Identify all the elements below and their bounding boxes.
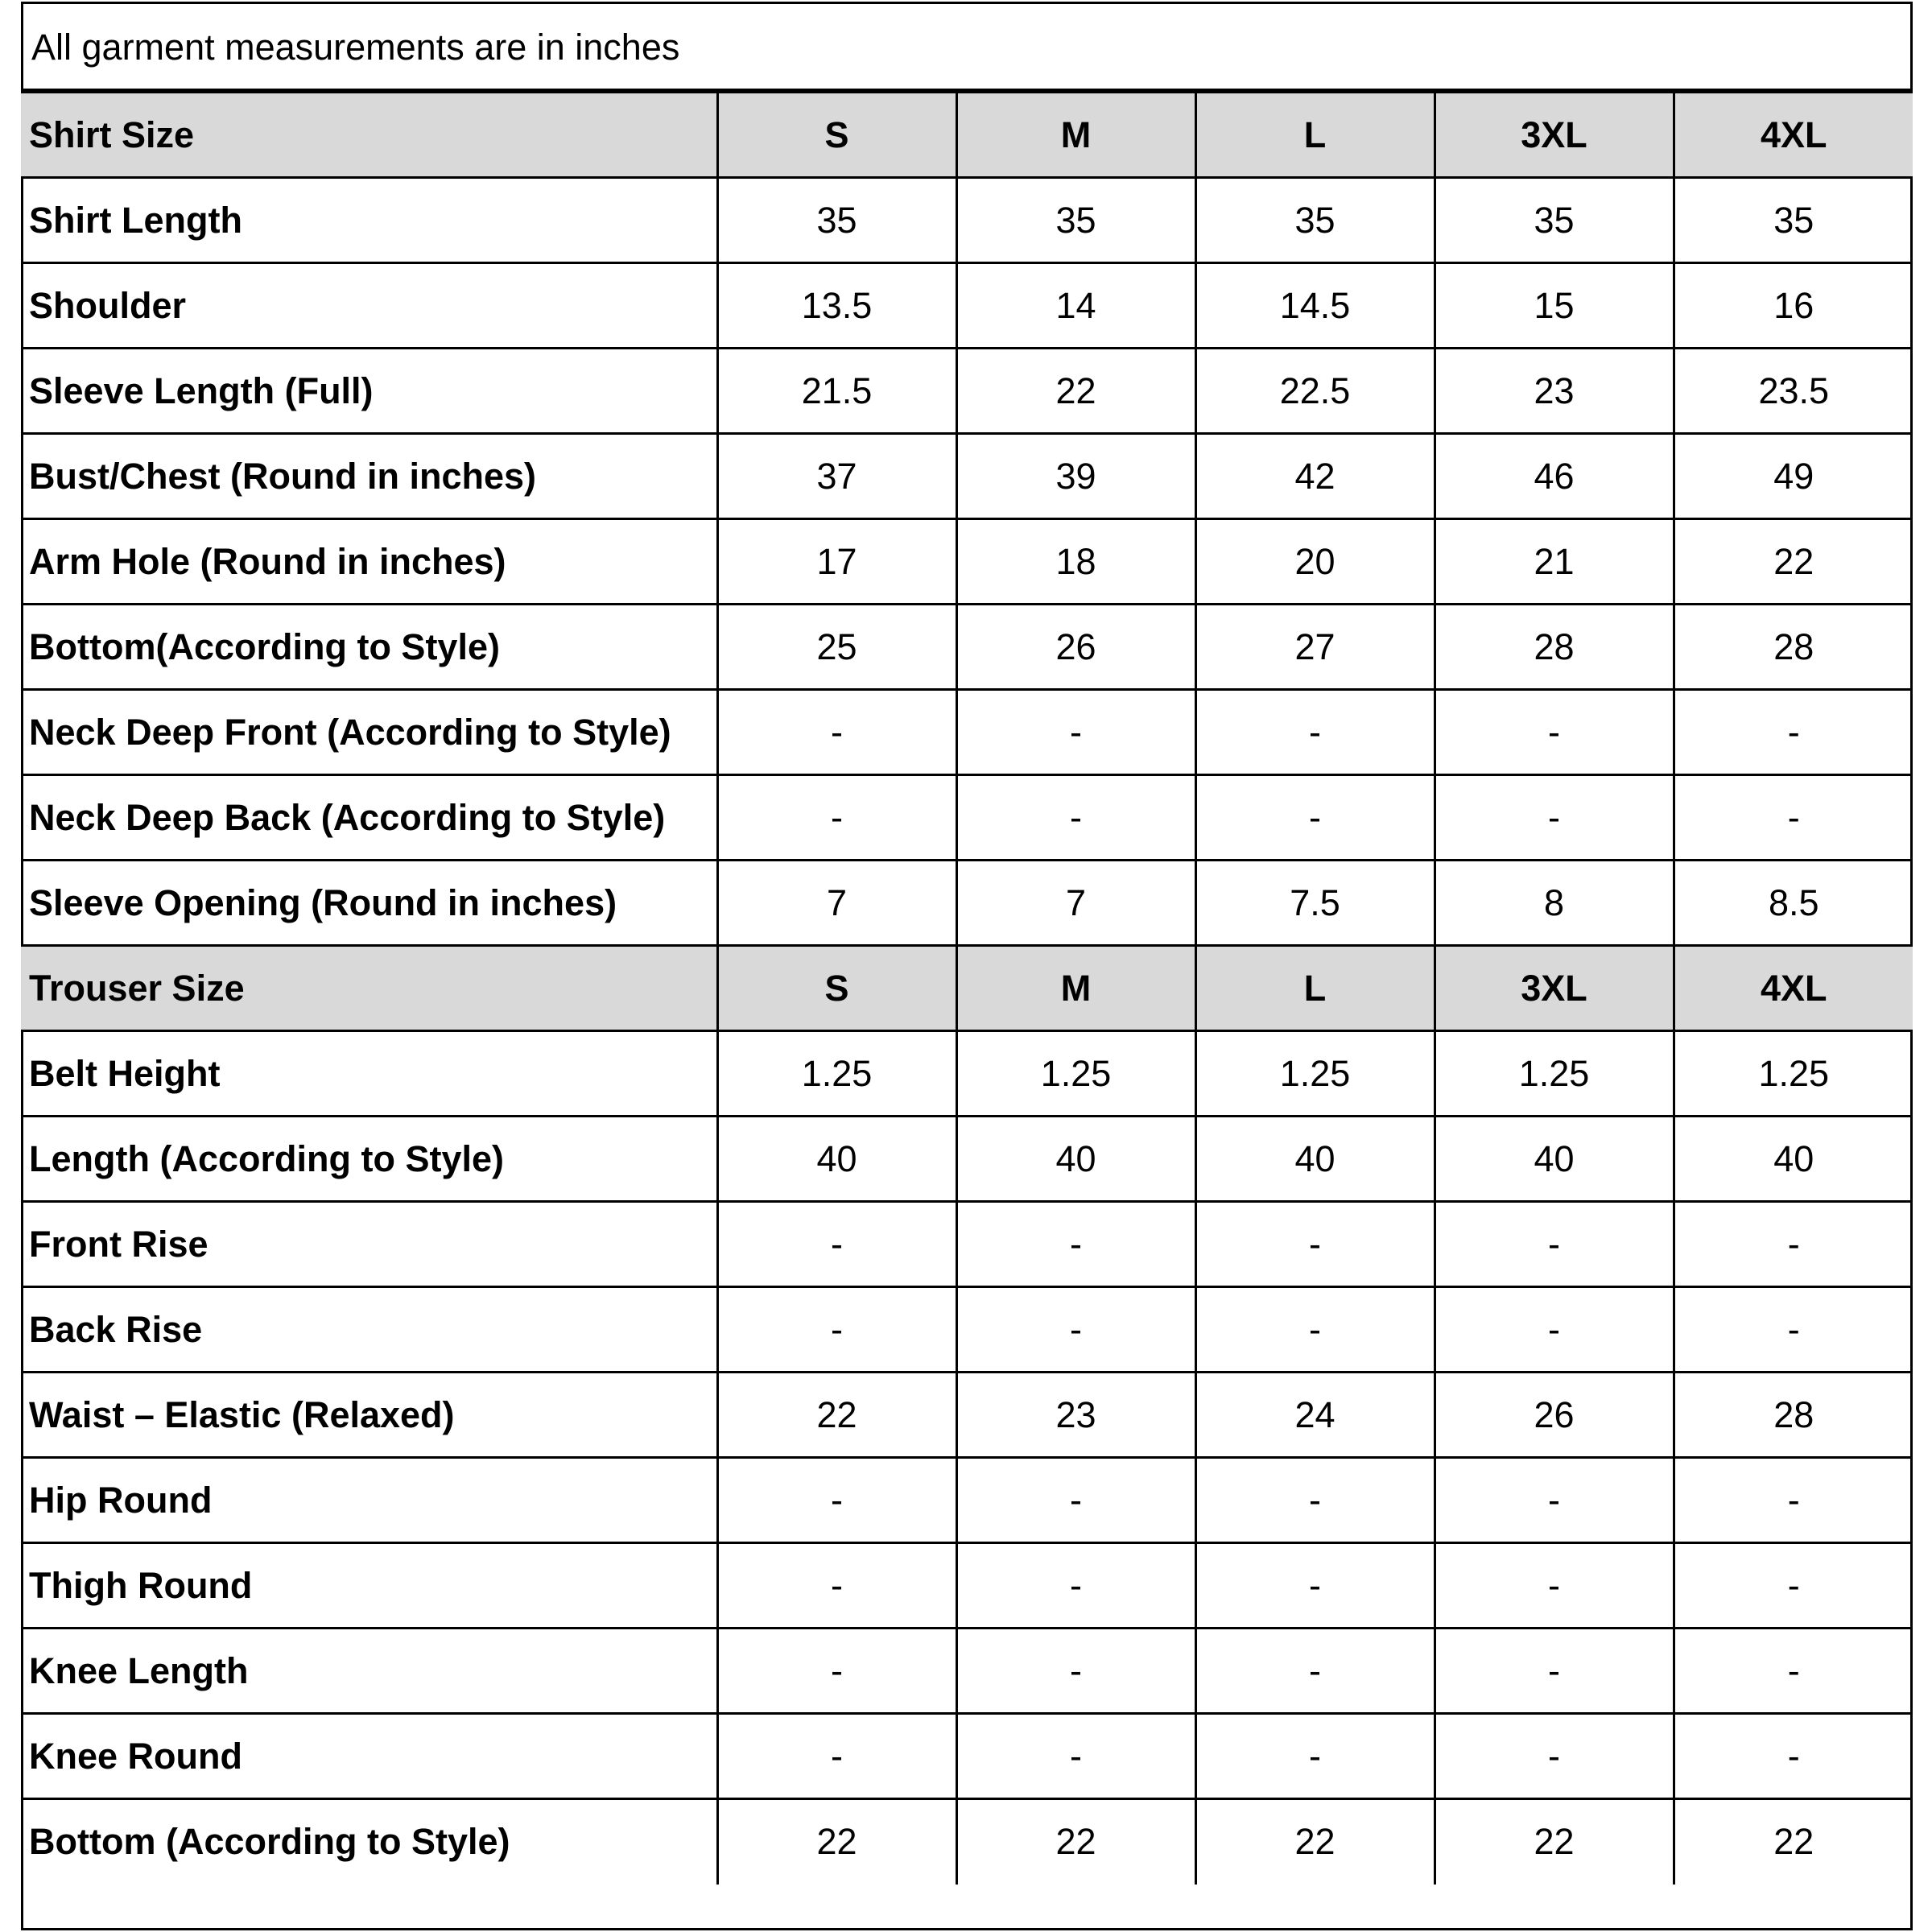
shirt-table-row	[21, 775, 1913, 861]
measurement-value: 26	[1435, 1373, 1674, 1458]
measurement-value: 39	[956, 434, 1195, 519]
measurement-label: Knee Round	[21, 1714, 717, 1799]
measurement-value: 13.5	[717, 263, 956, 349]
measurement-value: 8.5	[1674, 861, 1913, 946]
shirt-table-row	[21, 519, 1913, 605]
measurement-value: -	[1674, 1543, 1913, 1629]
measurement-value: -	[1674, 690, 1913, 775]
measurement-value: 22	[1195, 1799, 1435, 1885]
measurement-value: 1.25	[1435, 1031, 1674, 1117]
measurement-value: 17	[717, 519, 956, 605]
section-header-label: Trouser Size	[21, 946, 717, 1031]
shirt-table-row	[21, 605, 1913, 690]
measurement-value: -	[1195, 1202, 1435, 1287]
measurement-value: -	[1435, 1458, 1674, 1543]
measurement-value: 1.25	[717, 1031, 956, 1117]
size-column-header: 3XL	[1435, 946, 1674, 1031]
trouser-table-row	[21, 1629, 1913, 1714]
measurement-value: -	[1195, 1629, 1435, 1714]
measurement-label: Thigh Round	[21, 1543, 717, 1629]
measurement-value: 35	[1674, 178, 1913, 263]
measurement-value: -	[717, 1202, 956, 1287]
measurement-value: -	[1435, 690, 1674, 775]
measurement-value: 35	[1435, 178, 1674, 263]
measurement-value: 28	[1674, 1373, 1913, 1458]
shirt-table-row	[21, 690, 1913, 775]
measurement-label: Knee Length	[21, 1629, 717, 1714]
measurement-value: -	[956, 1202, 1195, 1287]
measurement-value: 23.5	[1674, 349, 1913, 434]
measurement-value: -	[1674, 1714, 1913, 1799]
size-column-header: S	[717, 93, 956, 178]
measurement-label: Belt Height	[21, 1031, 717, 1117]
shirt-header-row	[21, 93, 1913, 178]
measurement-value: 22	[1435, 1799, 1674, 1885]
size-column-header: M	[956, 946, 1195, 1031]
measurement-value: 22	[1674, 519, 1913, 605]
measurement-value: 21.5	[717, 349, 956, 434]
measurement-value: -	[717, 1458, 956, 1543]
trouser-header-row	[21, 946, 1913, 1031]
measurement-value: -	[1195, 1458, 1435, 1543]
measurement-value: 42	[1195, 434, 1435, 519]
measurement-value: 35	[717, 178, 956, 263]
measurement-label: Arm Hole (Round in inches)	[21, 519, 717, 605]
shirt-table-row	[21, 349, 1913, 434]
measurement-value: 35	[956, 178, 1195, 263]
measurement-label: Hip Round	[21, 1458, 717, 1543]
measurement-value: -	[956, 1458, 1195, 1543]
measurement-value: 40	[956, 1117, 1195, 1202]
measurement-label: Shoulder	[21, 263, 717, 349]
measurement-value: 24	[1195, 1373, 1435, 1458]
measurement-value: -	[956, 1543, 1195, 1629]
trouser-table-row	[21, 1458, 1913, 1543]
measurement-value: -	[1435, 1714, 1674, 1799]
measurement-value: -	[956, 1714, 1195, 1799]
trouser-table-row	[21, 1799, 1913, 1885]
measurement-value: 16	[1674, 263, 1913, 349]
measurement-value: -	[1195, 1543, 1435, 1629]
measurement-value: 20	[1195, 519, 1435, 605]
measurement-value: -	[956, 690, 1195, 775]
measurement-value: -	[1195, 1287, 1435, 1373]
measurement-value: -	[956, 1629, 1195, 1714]
measurement-value: -	[1435, 1202, 1674, 1287]
size-chart	[21, 2, 1913, 1930]
size-column-header: S	[717, 946, 956, 1031]
measurement-value: 46	[1435, 434, 1674, 519]
measurement-value: 1.25	[1674, 1031, 1913, 1117]
measurement-value: 1.25	[1195, 1031, 1435, 1117]
trouser-table-row	[21, 1373, 1913, 1458]
measurement-value: 15	[1435, 263, 1674, 349]
measurement-value: 37	[717, 434, 956, 519]
measurement-value: -	[1435, 1629, 1674, 1714]
measurement-label: Front Rise	[21, 1202, 717, 1287]
measurement-value: 25	[717, 605, 956, 690]
measurement-value: -	[956, 1287, 1195, 1373]
measurement-value: -	[1674, 1629, 1913, 1714]
measurement-label: Bottom (According to Style)	[21, 1799, 717, 1885]
shirt-table-row	[21, 434, 1913, 519]
size-table	[21, 91, 1913, 1885]
measurement-value: -	[1195, 690, 1435, 775]
measurement-value: -	[1435, 1543, 1674, 1629]
size-table-body	[21, 93, 1913, 1885]
measurement-value: -	[1195, 775, 1435, 861]
measurement-note: All garment measurements are in inches	[23, 4, 1910, 91]
measurement-value: 7	[717, 861, 956, 946]
measurement-value: 49	[1674, 434, 1913, 519]
measurement-label: Bust/Chest (Round in inches)	[21, 434, 717, 519]
size-column-header: M	[956, 93, 1195, 178]
measurement-label: Shirt Length	[21, 178, 717, 263]
trouser-table-row	[21, 1714, 1913, 1799]
measurement-value: 22	[717, 1799, 956, 1885]
measurement-value: -	[1435, 1287, 1674, 1373]
size-column-header: L	[1195, 946, 1435, 1031]
measurement-value: 27	[1195, 605, 1435, 690]
measurement-value: -	[717, 1287, 956, 1373]
measurement-value: -	[717, 775, 956, 861]
size-column-header: 4XL	[1674, 93, 1913, 178]
measurement-value: -	[717, 690, 956, 775]
measurement-value: 14.5	[1195, 263, 1435, 349]
trouser-table-row	[21, 1117, 1913, 1202]
measurement-value: 7	[956, 861, 1195, 946]
measurement-label: Sleeve Opening (Round in inches)	[21, 861, 717, 946]
measurement-value: 22	[956, 349, 1195, 434]
measurement-label: Length (According to Style)	[21, 1117, 717, 1202]
measurement-label: Sleeve Length (Full)	[21, 349, 717, 434]
measurement-label: Waist – Elastic (Relaxed)	[21, 1373, 717, 1458]
measurement-label: Bottom(According to Style)	[21, 605, 717, 690]
trouser-table-row	[21, 1543, 1913, 1629]
measurement-value: 22	[956, 1799, 1195, 1885]
measurement-value: -	[1674, 1458, 1913, 1543]
measurement-value: 14	[956, 263, 1195, 349]
size-column-header: 3XL	[1435, 93, 1674, 178]
measurement-value: 40	[1195, 1117, 1435, 1202]
measurement-value: 22	[717, 1373, 956, 1458]
trouser-table-row	[21, 1202, 1913, 1287]
measurement-value: 23	[1435, 349, 1674, 434]
measurement-value: 40	[1435, 1117, 1674, 1202]
measurement-value: -	[717, 1543, 956, 1629]
size-column-header: L	[1195, 93, 1435, 178]
measurement-value: -	[1435, 775, 1674, 861]
measurement-value: -	[1674, 775, 1913, 861]
measurement-value: 18	[956, 519, 1195, 605]
measurement-value: -	[1674, 1202, 1913, 1287]
size-column-header: 4XL	[1674, 946, 1913, 1031]
section-header-label: Shirt Size	[21, 93, 717, 178]
shirt-table-row	[21, 861, 1913, 946]
measurement-value: 26	[956, 605, 1195, 690]
measurement-value: 28	[1674, 605, 1913, 690]
measurement-value: 22	[1674, 1799, 1913, 1885]
measurement-value: -	[717, 1714, 956, 1799]
measurement-value: 8	[1435, 861, 1674, 946]
measurement-label: Neck Deep Front (According to Style)	[21, 690, 717, 775]
measurement-value: 21	[1435, 519, 1674, 605]
measurement-value: -	[1195, 1714, 1435, 1799]
measurement-value: -	[956, 775, 1195, 861]
trouser-table-row	[21, 1031, 1913, 1117]
measurement-label: Back Rise	[21, 1287, 717, 1373]
measurement-value: -	[717, 1629, 956, 1714]
measurement-value: 1.25	[956, 1031, 1195, 1117]
shirt-table-row	[21, 263, 1913, 349]
trouser-table-row	[21, 1287, 1913, 1373]
measurement-value: 40	[1674, 1117, 1913, 1202]
measurement-value: 28	[1435, 605, 1674, 690]
measurement-value: 7.5	[1195, 861, 1435, 946]
measurement-value: 22.5	[1195, 349, 1435, 434]
measurement-value: 40	[717, 1117, 956, 1202]
measurement-label: Neck Deep Back (According to Style)	[21, 775, 717, 861]
measurement-value: 35	[1195, 178, 1435, 263]
measurement-value: 23	[956, 1373, 1195, 1458]
measurement-value: -	[1674, 1287, 1913, 1373]
shirt-table-row	[21, 178, 1913, 263]
